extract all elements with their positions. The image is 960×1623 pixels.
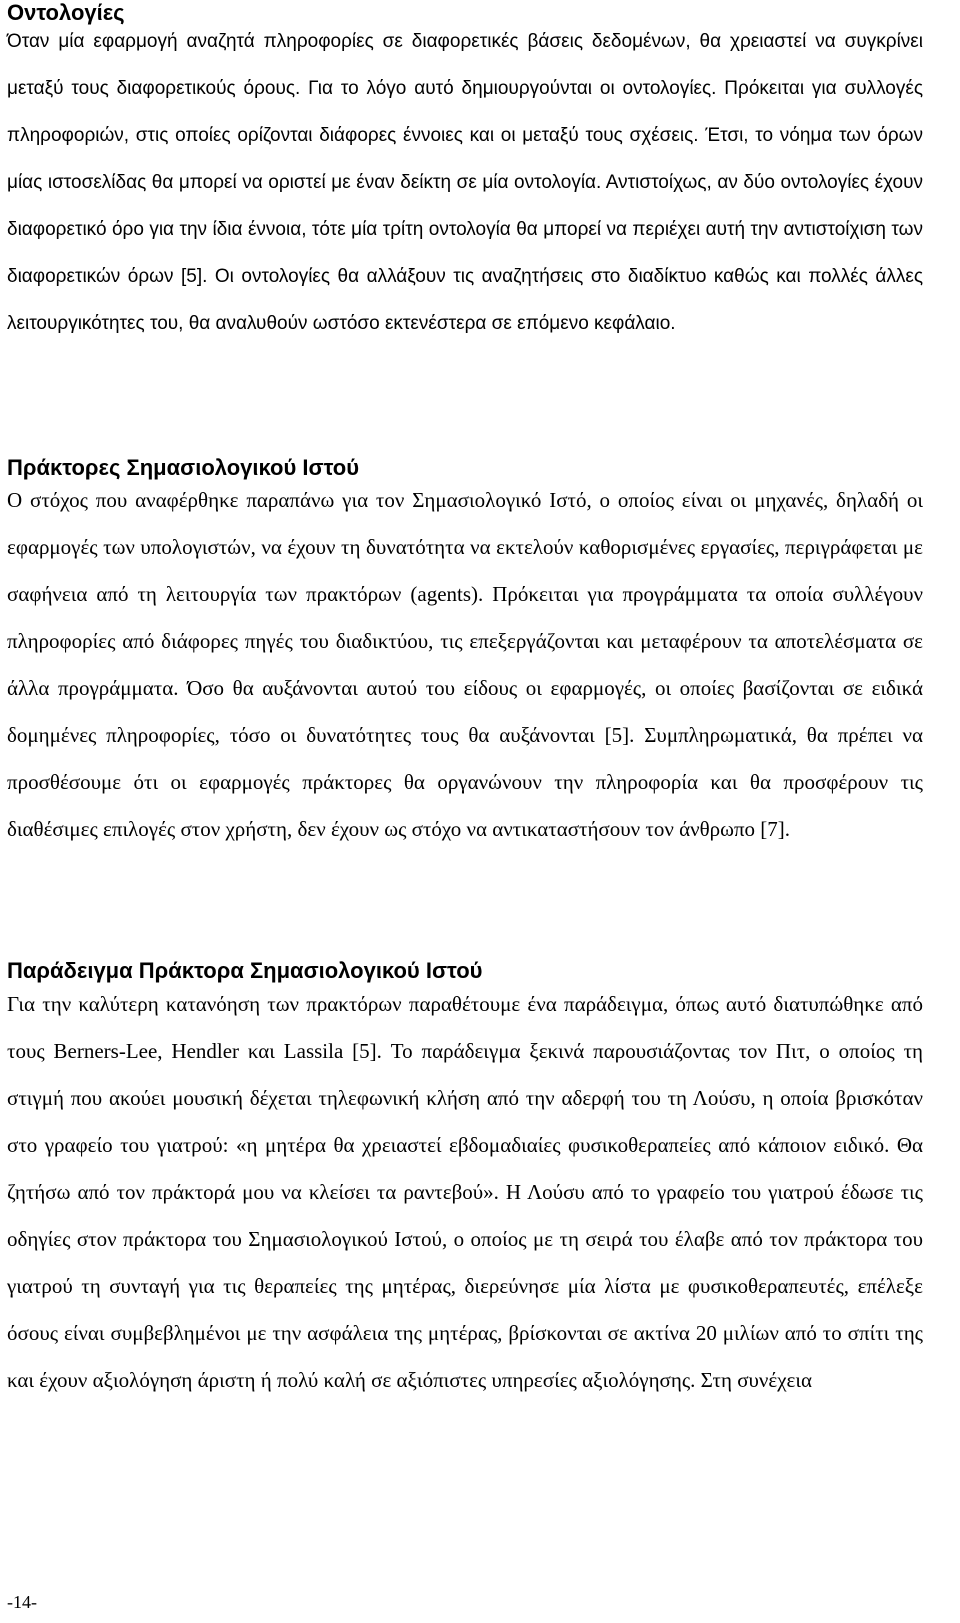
paragraph-agent-example: Για την καλύτερη κατανόηση των πρακτόρων παραθέτουμε ένα παράδειγμα, όπως αυτό διατυπώθηκε από τους Berners-Lee, Hendler και Lassila [5]. Το παράδειγμα ξεκινά παρουσιάζοντας τον Πιτ, ο οποίος τη στιγμή που ακούει μουσική δέχεται τηλεφωνική κλήση από την αδερφή του τη Λούσυ, η οποία βρισκόταν στο γραφείο του γιατρού: «η μητέρα θα χρειαστεί εβδομαδιαίες φυσικοθεραπείες από κάποιον ειδικό. Θα ζητήσω από τον πράκτορά μου να κλείσει τα ραντεβού». Η Λούσυ από το γραφείο του γιατρού έδωσε τις οδηγίες στον πράκτορα του Σημασιολογικού Ιστού, ο οποίος με τη σειρά του έλαβε από τον πράκτορα του γιατρού τη συνταγή για τις θεραπείες της μητέρας, διερεύνησε μία λίστα με φυσικοθεραπευτές, επέλεξε όσους είναι συμβεβλημένοι με την ασφάλεια της μητέρας, βρίσκονται σε ακτίνα 20 μιλίων από το σπίτι της και έχουν αξιολόγηση άριστη ή πολύ καλή σε αξιόπιστες υπηρεσίες αξιολόγησης. Στη συνέχεια [7,992,923,1392]
paragraph-semantic-web-agents: Ο στόχος που αναφέρθηκε παραπάνω για τον Σημασιολογικό Ιστό, ο οποίος είναι οι μηχανές, δηλαδή οι εφαρμογές των υπολογιστών, να έχουν τη δυνατότητα να εκτελούν καθορισμένες εργασίες, περιγράφεται με σαφήνεια από τη λειτουργία των πρακτόρων (agents). Πρόκειται για προγράμματα τα οποία συλλέγουν πληροφορίες από διάφορες πηγές του διαδικτύου, τις επεξεργάζονται και μεταφέρουν τα αποτελέσματα σε άλλα προγράμματα. Όσο θα αυξάνονται αυτού του είδους οι εφαρμογές, οι οποίες βασίζονται σε ειδικά δομημένες πληροφορίες, τόσο οι δυνατότητες τους θα αυξάνονται [5]. Συμπληρωματικά, θα πρέπει να προσθέσουμε ότι οι εφαρμογές πράκτορες θα οργανώνουν την πληροφορία και θα προσφέρουν τις διαθέσιμες επιλογές στον χρήστη, δεν έχουν ως στόχο να αντικαταστήσουν τον άνθρωπο [7]. [7,488,923,841]
paragraph-ontologies: Όταν μία εφαρμογή αναζητά πληροφορίες σε διαφορετικές βάσεις δεδομένων, θα χρειαστεί να συγκρίνει μεταξύ τους διαφορετικούς όρους. Για το λόγο αυτό δημιουργούνται οι οντολογίες. Πρόκειται για συλλογές πληροφοριών, στις οποίες ορίζονται διάφορες έννοιες και οι μεταξύ τους σχέσεις. Έτσι, το νόημα των όρων μίας ιστοσελίδας θα μπορεί να οριστεί με έναν δείκτη σε μία οντολογία. Αντιστοίχως, αν δύο οντολογίες έχουν διαφορετικό όρο για την ίδια έννοια, τότε μία τρίτη οντολογία θα μπορεί να περιέχει αυτή την αντιστοίχιση των διαφορετικών όρων [5]. Οι οντολογίες θα αλλάξουν τις αναζητήσεις στο διαδίκτυο καθώς και πολλές άλλες λειτουργικότητες του, θα αναλυθούν ωστόσο εκτενέστερα σε επόμενο κεφάλαιο. [7,31,923,334]
page-number: -14- [7,1592,37,1612]
section-heading-agent-example: Παράδειγμα Πράκτορα Σημασιολογικού Ιστού [7,958,483,983]
section-heading-semantic-web-agents: Πράκτορες Σημασιολογικού Ιστού [7,455,360,480]
section-heading-ontologies: Οντολογίες [7,0,125,25]
